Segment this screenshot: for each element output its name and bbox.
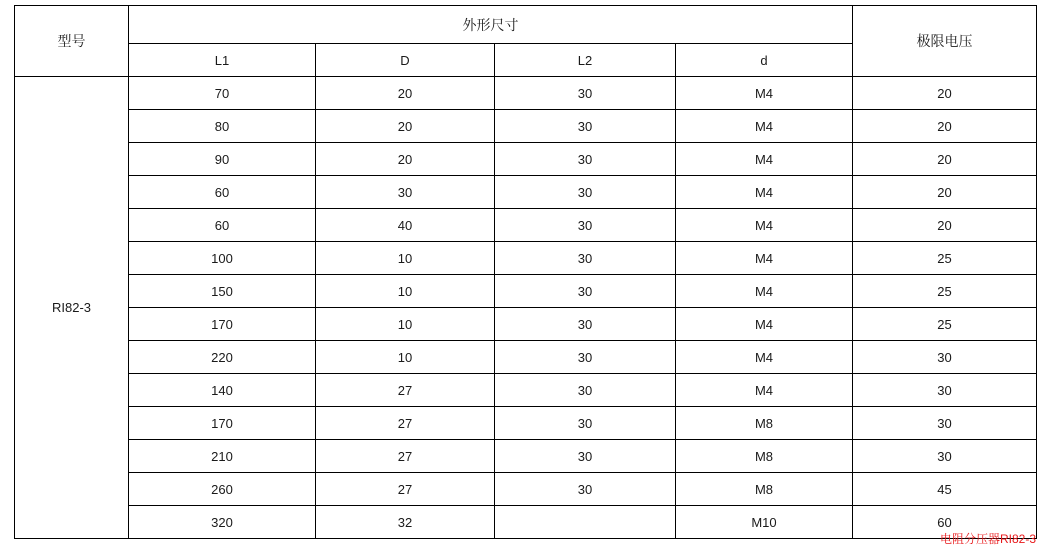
cell-d-thread: M4: [676, 341, 853, 374]
cell-d-thread: M4: [676, 275, 853, 308]
cell-l2: [495, 506, 676, 539]
cell-d: 27: [316, 473, 495, 506]
table-row: [15, 143, 1037, 176]
cell-kv: 25: [853, 242, 1037, 275]
cell-l1: 220: [129, 341, 316, 374]
cell-l1: 80: [129, 110, 316, 143]
cell-d: 27: [316, 374, 495, 407]
cell-d-thread: M8: [676, 407, 853, 440]
cell-l2: 30: [495, 341, 676, 374]
cell-l2: 30: [495, 77, 676, 110]
spec-sheet: [14, 5, 1036, 539]
cell-d-thread: M10: [676, 506, 853, 539]
cell-kv: 20: [853, 143, 1037, 176]
table-row: [15, 77, 1037, 110]
cell-l2: 30: [495, 407, 676, 440]
table-row: [15, 176, 1037, 209]
cell-l1: 140: [129, 374, 316, 407]
cell-d-thread: M4: [676, 77, 853, 110]
cell-kv: 25: [853, 275, 1037, 308]
table-row: [15, 374, 1037, 407]
table-row: [15, 209, 1037, 242]
cell-d-thread: M4: [676, 110, 853, 143]
cell-d: 10: [316, 341, 495, 374]
cell-l1: 320: [129, 506, 316, 539]
cell-l1: 170: [129, 308, 316, 341]
cell-l1: 60: [129, 209, 316, 242]
cell-l2: 30: [495, 374, 676, 407]
cell-l2: 30: [495, 242, 676, 275]
table-row: [15, 473, 1037, 506]
cell-l2: 30: [495, 209, 676, 242]
cell-l1: 90: [129, 143, 316, 176]
cell-d: 32: [316, 506, 495, 539]
cell-d-thread: M8: [676, 440, 853, 473]
cell-kv: 30: [853, 440, 1037, 473]
cell-l1: 70: [129, 77, 316, 110]
cell-d: 10: [316, 242, 495, 275]
table-row: [15, 440, 1037, 473]
cell-l2: 30: [495, 308, 676, 341]
cell-d: 10: [316, 308, 495, 341]
cell-kv: 20: [853, 209, 1037, 242]
header-dimensions: 外形尺寸: [129, 6, 853, 44]
cell-d-thread: M4: [676, 143, 853, 176]
cell-l2: 30: [495, 473, 676, 506]
cell-d-thread: M4: [676, 308, 853, 341]
cell-d: 20: [316, 110, 495, 143]
cell-l1: 150: [129, 275, 316, 308]
cell-d: 27: [316, 440, 495, 473]
cell-d: 40: [316, 209, 495, 242]
cell-kv: 45: [853, 473, 1037, 506]
cell-d-thread: M4: [676, 209, 853, 242]
table-row: [15, 242, 1037, 275]
cell-d-thread: M4: [676, 176, 853, 209]
cell-kv: 20: [853, 176, 1037, 209]
subheader-d-thread: d: [676, 44, 853, 77]
cell-d: 30: [316, 176, 495, 209]
cell-l2: 30: [495, 110, 676, 143]
header-model: 型号: [15, 6, 129, 77]
table-header-row: [15, 6, 1037, 44]
cell-l1: 260: [129, 473, 316, 506]
header-limit-voltage: 极限电压: [853, 6, 1037, 77]
cell-l2: 30: [495, 275, 676, 308]
cell-kv: 30: [853, 407, 1037, 440]
cell-d-thread: M4: [676, 242, 853, 275]
cell-l1: 100: [129, 242, 316, 275]
cell-kv: 25: [853, 308, 1037, 341]
cell-d: 27: [316, 407, 495, 440]
subheader-d: D: [316, 44, 495, 77]
cell-kv: 30: [853, 341, 1037, 374]
figure-caption: 电阻分压器RI82-3: [939, 532, 1036, 546]
subheader-l2: L2: [495, 44, 676, 77]
cell-kv: 60: [853, 506, 1037, 539]
cell-kv: 30: [853, 374, 1037, 407]
cell-d: 20: [316, 77, 495, 110]
cell-l2: 30: [495, 143, 676, 176]
cell-l1: 60: [129, 176, 316, 209]
cell-l2: 30: [495, 440, 676, 473]
cell-d-thread: M4: [676, 374, 853, 407]
table-row: [15, 308, 1037, 341]
table-row: [15, 341, 1037, 374]
cell-d-thread: M8: [676, 473, 853, 506]
cell-d: 10: [316, 275, 495, 308]
table-row: [15, 506, 1037, 539]
subheader-l1: L1: [129, 44, 316, 77]
cell-kv: 20: [853, 77, 1037, 110]
cell-l1: 170: [129, 407, 316, 440]
cell-l2: 30: [495, 176, 676, 209]
specification-table: [14, 5, 1037, 539]
cell-d: 20: [316, 143, 495, 176]
table-row: [15, 275, 1037, 308]
cell-kv: 20: [853, 110, 1037, 143]
model-value: RI82-3: [15, 77, 129, 539]
cell-l1: 210: [129, 440, 316, 473]
table-row: [15, 407, 1037, 440]
table-row: [15, 110, 1037, 143]
